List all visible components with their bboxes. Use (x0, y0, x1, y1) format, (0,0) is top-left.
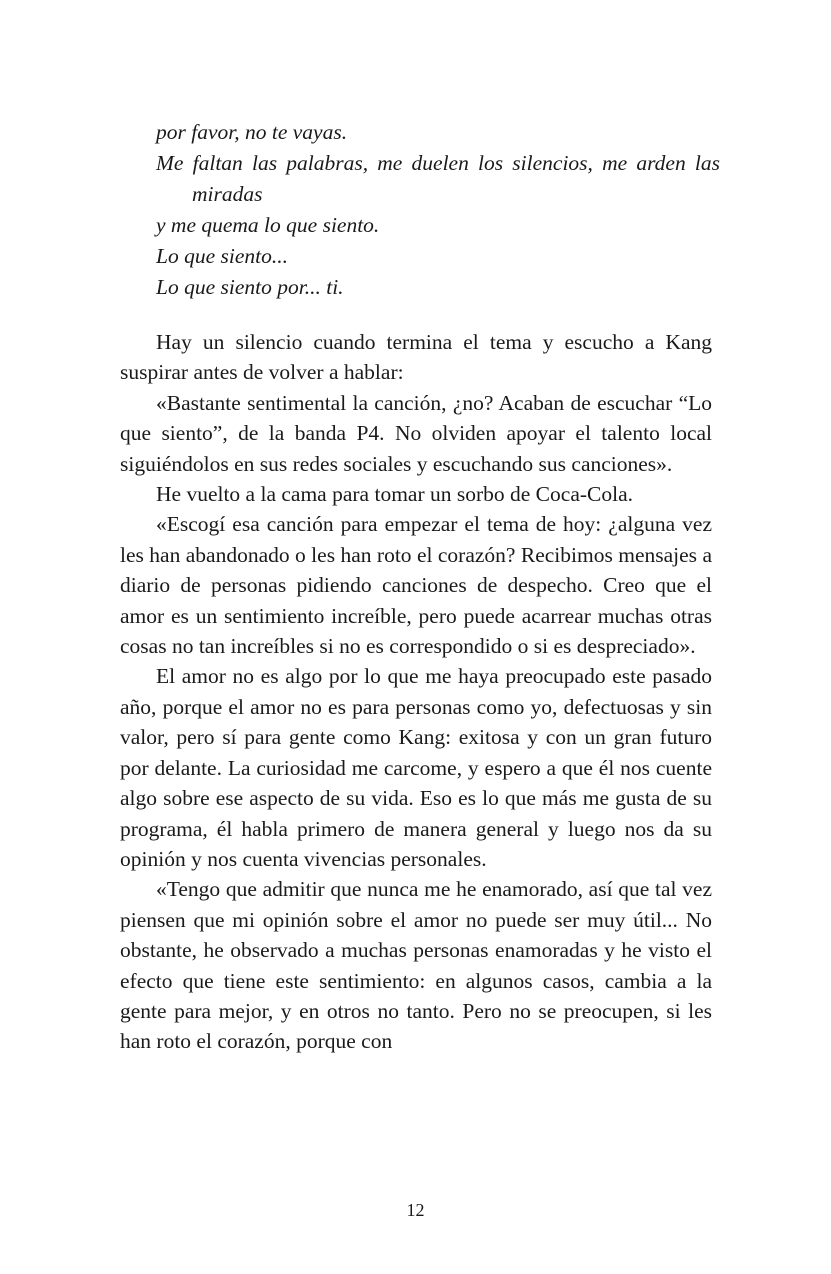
song-lyrics (120, 117, 720, 303)
body-text (120, 327, 712, 1057)
paragraph: Hay un silencio cuando termina el tema y escucho a Kang suspirar antes de volver a hablar: (120, 330, 712, 385)
page-number: 12 (406, 1200, 425, 1220)
paragraph: «Escogí esa canción para empezar el tema de hoy: ¿alguna vez les han abandonado o les han roto el corazón? Recibimos mensajes a diario de personas pidiendo canciones de despecho. Creo que el amor es un sentimiento increíble, pero puede acarrear muchas otras cosas no tan increíbles si no es correspondido o si es despreciado». (120, 512, 712, 659)
lyric-line: Lo que siento por... ti. (156, 275, 344, 299)
lyric-line: Lo que siento... (156, 244, 288, 268)
paragraph: «Tengo que admitir que nunca me he enamorado, así que tal vez piensen que mi opinión sobre el amor no puede ser muy útil... No obstante, he observado a muchas personas enamoradas y he visto el efecto que tiene este sentimiento: en algunos casos, cambia a la gente para mejor, y en otros no tanto. Pero no se preocupen, si les han roto el corazón, porque con (120, 877, 712, 1054)
lyric-line: y me quema lo que siento. (156, 213, 380, 237)
lyric-line: Me faltan las palabras, me duelen los silencios, me arden las miradas (156, 151, 720, 206)
paragraph: He vuelto a la cama para tomar un sorbo de Coca-Cola. (156, 482, 633, 507)
paragraph: «Bastante sentimental la canción, ¿no? Acaban de escuchar “Lo que siento”, de la banda P4. No olviden apoyar el talento local siguiéndolos en sus redes sociales y escuchando sus canciones». (120, 390, 712, 476)
paragraph: El amor no es algo por lo que me haya preocupado este pasado año, porque el amor no es para personas como yo, defectuosas y sin valor, pero sí para gente como Kang: exitosa y con un gran futuro por delante. La curiosidad me carcome, y espero a que él nos cuente algo sobre ese aspecto de su vida. Eso es lo que más me gusta de su programa, él habla primero de manera general y luego nos da su opinión y nos cuenta vivencias personales. (120, 664, 712, 871)
lyric-line: por favor, no te vayas. (156, 120, 348, 144)
